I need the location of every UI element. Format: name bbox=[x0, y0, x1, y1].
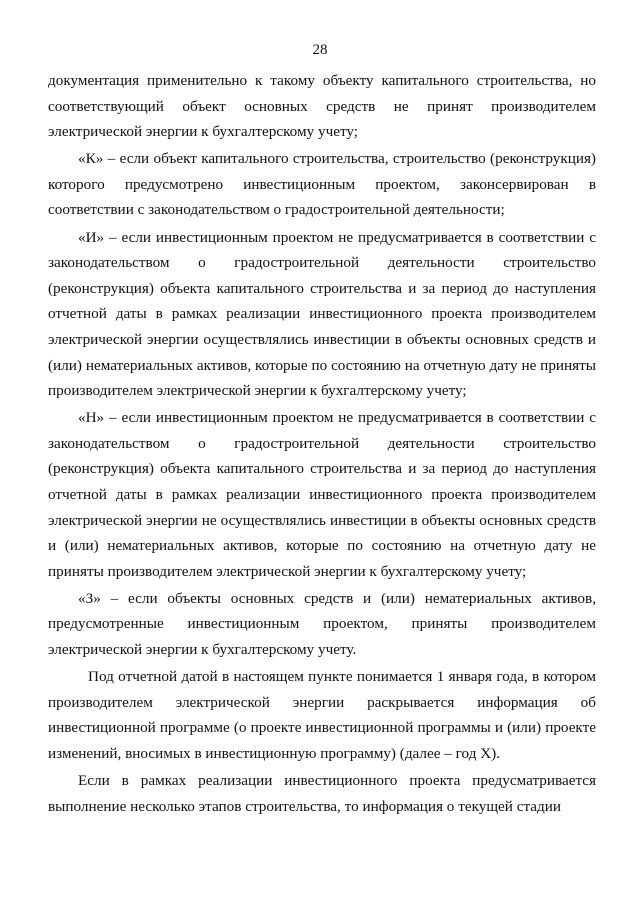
paragraph-z-status: «З» – если объекты основных средств и (или) нематериальных активов, предусмотренные инвестиционным проектом, приняты производителем электрической энергии к бухгалтерскому учету. bbox=[48, 589, 596, 659]
paragraph-n-status: «Н» – если инвестиционным проектом не предусматривается в соответствии с законодательством о градостроительной деятельности строительство (реконструкция) объекта капитального строительства и за период до наступления отчетной даты в рамках реализации инвестиционного проекта производителем электрической энергии не осуществлялись инвестиции в объекты основных средств и (или) нематериальных активов, которые по состоянию на отчетную дату не приняты производителем электрической энергии к бухгалтерскому учету; bbox=[48, 409, 596, 580]
paragraph-construction-stages: Если в рамках реализации инвестиционного проекта предусматривается выполнение несколько этапов строительства, то информация о текущей стадии bbox=[48, 772, 596, 815]
page-number: 28 bbox=[312, 42, 328, 58]
paragraph-i-status: «И» – если инвестиционным проектом не предусматривается в соответствии с законодательством о градостроительной деятельности строительство (реконструкция) объекта капитального строительства и за период до наступления отчетной даты в рамках реализации инвестиционного проекта производителем электрической энергии осуществлялись инвестиции в объекты основных средств и (или) нематериальных активов, которые по состоянию на отчетную дату не приняты производителем электрической энергии к бухгалтерскому учету; bbox=[48, 228, 596, 400]
document-body bbox=[48, 68, 596, 819]
paragraph-k-status: «К» – если объект капитального строительства, строительство (реконструкция) которого предусмотрено инвестиционным проектом, законсервирован в соответствии с законодательством о градостроительной деятельности; bbox=[48, 150, 596, 219]
paragraph-reporting-date: Под отчетной датой в настоящем пункте понимается 1 января года, в котором производителем электрической энергии раскрывается информация об инвестиционной программе (о проекте инвестиционной программы и (или) проекте изменений, вносимых в инвестиционную программу) (далее – год X). bbox=[48, 668, 596, 762]
paragraph-continuation: документация применительно к такому объекту капитального строительства, но соответствующий объект основных средств не принят производителем электрической энергии к бухгалтерскому учету; bbox=[48, 72, 596, 141]
